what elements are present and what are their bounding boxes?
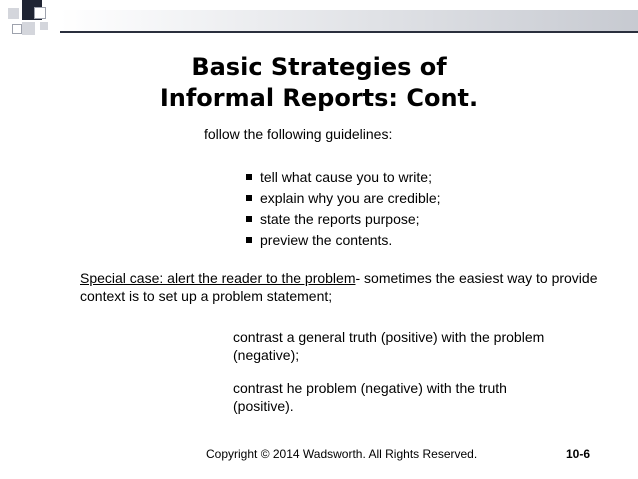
header-divider xyxy=(60,31,638,33)
title-line-1: Basic Strategies of xyxy=(191,53,447,81)
header-band xyxy=(60,10,638,31)
list-item xyxy=(244,167,441,188)
special-case-label: Special case: alert the reader to the problem xyxy=(80,270,356,286)
corner-square-light xyxy=(8,8,19,19)
slide-title xyxy=(0,52,638,114)
corner-square-outline xyxy=(12,24,22,34)
corner-square-light xyxy=(40,22,48,30)
square-bullet-icon xyxy=(246,216,252,222)
contrast-item-2: contrast he problem (negative) with the truth (positive). xyxy=(233,380,507,414)
intro-text: follow the following guidelines: xyxy=(204,126,393,142)
slide-number: 10-6 xyxy=(566,447,591,461)
title-line-2: Informal Reports: Cont. xyxy=(159,84,479,112)
corner-square-outline xyxy=(34,7,46,19)
special-case-paragraph xyxy=(80,269,600,305)
list-item xyxy=(244,230,441,251)
special-case-text: - sometimes the easiest way to provide context is to set up a problem statement; xyxy=(80,270,598,304)
list-item xyxy=(244,209,441,230)
list-item-text: preview the contents. xyxy=(260,232,393,248)
corner-square-light xyxy=(22,22,35,35)
list-item-text: state the reports purpose; xyxy=(260,211,420,227)
square-bullet-icon xyxy=(246,174,252,180)
list-item-text: tell what cause you to write; xyxy=(260,169,432,185)
copyright-text: Copyright © 2014 Wadsworth. All Rights Reserved. xyxy=(206,447,478,461)
list-item xyxy=(244,188,441,209)
square-bullet-icon xyxy=(246,195,252,201)
corner-decoration xyxy=(0,0,60,60)
list-item-text: explain why you are credible; xyxy=(260,190,441,206)
square-bullet-icon xyxy=(246,237,252,243)
contrast-item-1: contrast a general truth (positive) with the problem (negative); xyxy=(233,329,545,363)
guideline-list xyxy=(244,167,441,251)
